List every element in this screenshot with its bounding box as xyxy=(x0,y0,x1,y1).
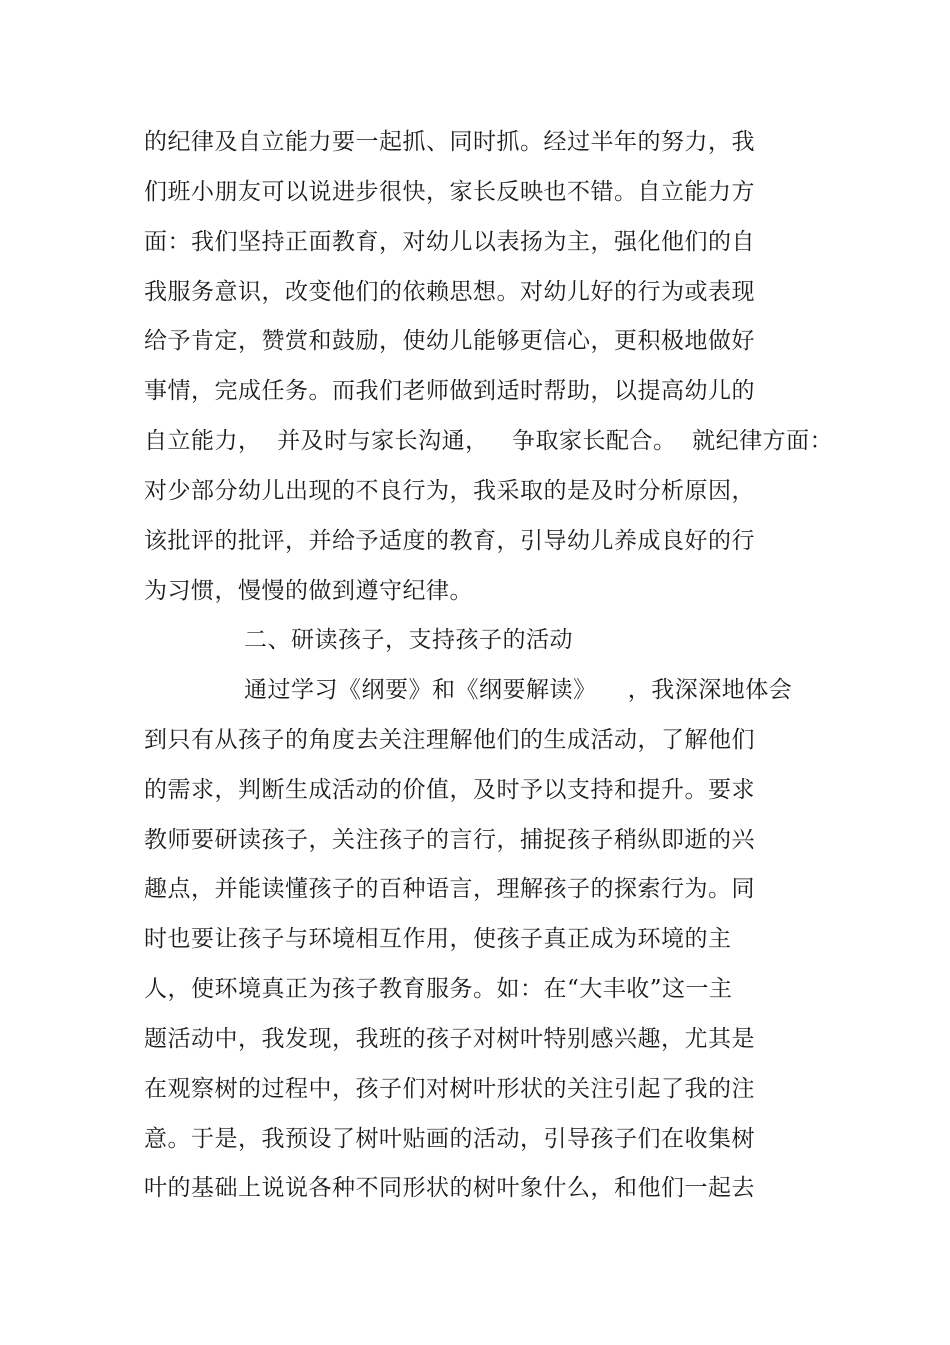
text-line: 题活动中，我发现，我班的孩子对树叶特别感兴趣，尤其是 xyxy=(144,1026,755,1052)
text-line: 教师要研读孩子，关注孩子的言行，捕捉孩子稍纵即逝的兴 xyxy=(144,827,755,853)
text-line: 对少部分幼儿出现的不良行为，我采取的是及时分析原因， xyxy=(144,478,755,504)
text-line: 自立能力， 并及时与家长沟通， 争取家长配合。 就纪律方面： xyxy=(144,428,834,454)
text-line: 该批评的批评，并给予适度的教育，引导幼儿养成良好的行 xyxy=(144,528,755,554)
text-line: 事情，完成任务。而我们老师做到适时帮助，以提高幼儿的 xyxy=(144,378,755,404)
text-line: 在观察树的过程中，孩子们对树叶形状的关注引起了我的注 xyxy=(144,1076,755,1102)
text-line: 的纪律及自立能力要一起抓、同时抓。经过半年的努力，我 xyxy=(144,129,755,155)
text-line: 给予肯定，赞赏和鼓励，使幼儿能够更信心，更积极地做好 xyxy=(144,328,755,354)
text-line: 叶的基础上说说各种不同形状的树叶象什么，和他们一起去 xyxy=(144,1175,755,1201)
text-line: 为习惯，慢慢的做到遵守纪律。 xyxy=(144,578,473,604)
text-line: 人，使环境真正为孩子教育服务。如：在“大丰收”这一主 xyxy=(144,976,733,1002)
text-line: 意。于是，我预设了树叶贴画的活动，引导孩子们在收集树 xyxy=(144,1126,755,1152)
text-line: 我服务意识，改变他们的依赖思想。对幼儿好的行为或表现 xyxy=(144,279,755,305)
text-line: 时也要让孩子与环境相互作用，使孩子真正成为环境的主 xyxy=(144,926,732,952)
text-line: 面：我们坚持正面教育，对幼儿以表扬为主，强化他们的自 xyxy=(144,229,755,255)
text-line: 趣点，并能读懂孩子的百种语言，理解孩子的探索行为。同 xyxy=(144,876,755,902)
text-line: 的需求，判断生成活动的价值，及时予以支持和提升。要求 xyxy=(144,777,755,803)
section-heading: 二、研读孩子，支持孩子的活动 xyxy=(244,627,573,653)
text-line: 们班小朋友可以说进步很快，家长反映也不错。自立能力方 xyxy=(144,179,755,205)
text-line: 通过学习《纲要》和《纲要解读》 ，我深深地体会 xyxy=(244,677,793,703)
text-line: 到只有从孩子的角度去关注理解他们的生成活动，了解他们 xyxy=(144,727,755,753)
